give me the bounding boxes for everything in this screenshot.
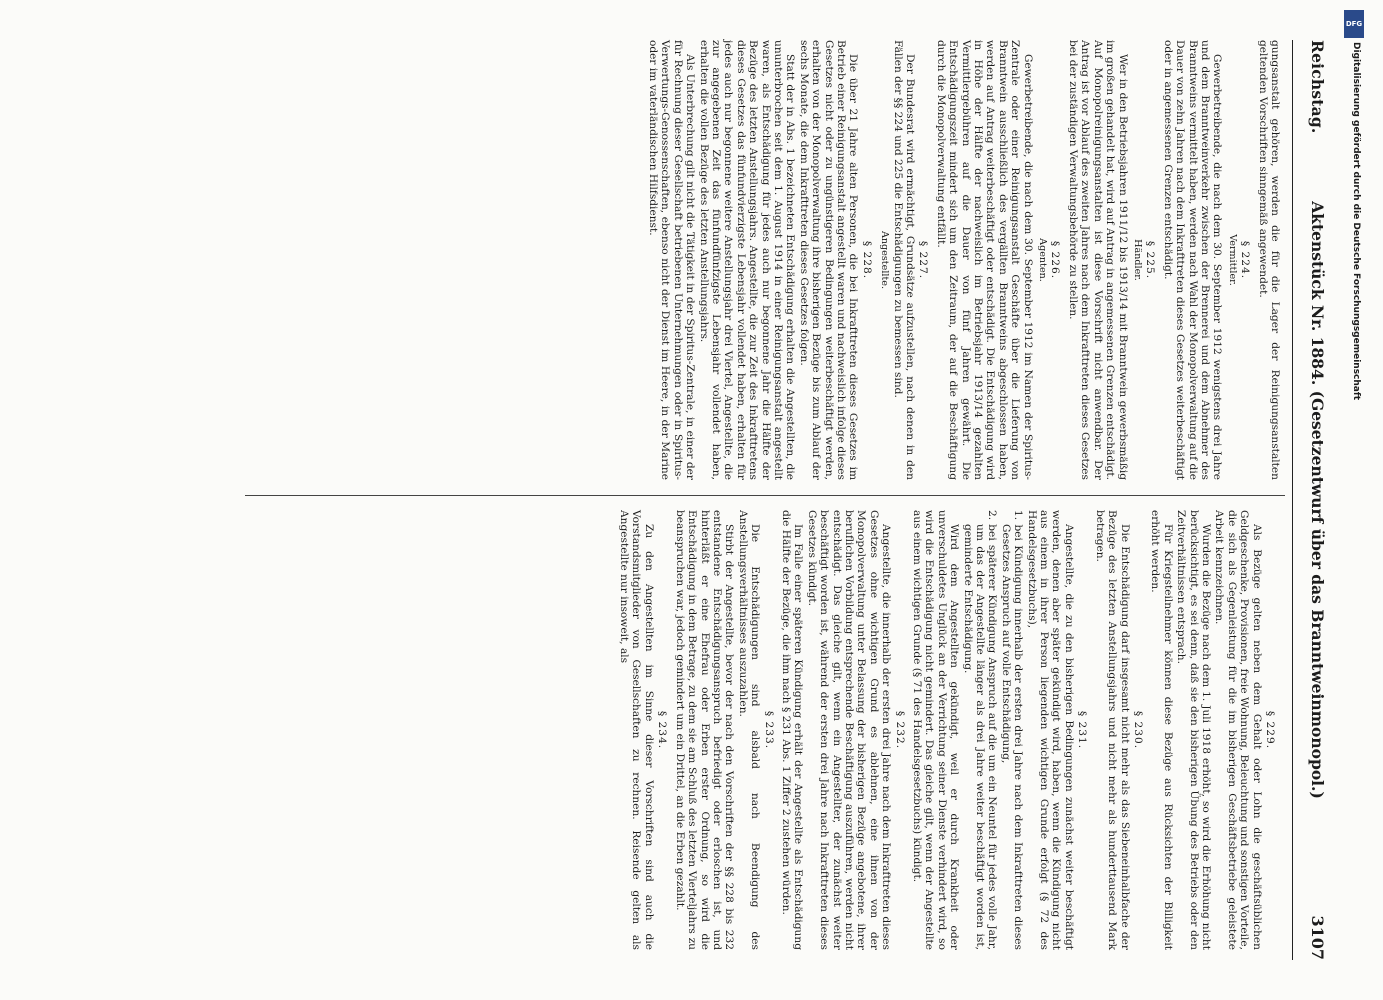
paragraph: Angestellte, die innerhalb der ersten drei Jahre nach dem Inkrafttreten dieses Gesetzes ohne wichtigen Grund es ablehnen, eine ihnen von der Monopolverwaltung unter Belassung der bisherigen Bezüge angebotene, ihrer beruflichen Vorbildung entsprechende Beschäftigung auszuführen, werden nicht entschädigt. Das gleiche gilt, wenn ein Angestellter, der zunächst weiter beschäftigt worden ist, während der ersten drei Jahre nach Inkrafttreten dieses Gesetzes kündigt. [805, 510, 893, 950]
paragraph: Die über 21 Jahre alten Personen, die bei Inkrafttreten dieses Gesetzes im Betrieb einer Reinigungsanstalt angestellt waren und nachweislich infolge dieses Gesetzes nicht oder zu ungünstigeren Bedingungen weiterbeschäftigt werden, erhalten von der Monopolverwaltung ihre bisherigen Bezüge bis zum Ablauf der sechs Monate, die dem Inkrafttreten dieses Gesetzes folgen. [797, 40, 860, 480]
list-item: 1. bei Kündigung innerhalb der ersten drei Jahre nach dem Inkrafttreten dieses Gesetzes Anspruch auf volle Entschädigung, [999, 510, 1025, 950]
paragraph: Die Entschädigung darf insgesamt nicht mehr als das Siebeneinhalbfache der Bezüge des letzten Anstellungsjahrs und nicht mehr als hunderttausend Mark betragen. [1093, 510, 1131, 950]
paragraph: Wer in den Betriebsjahren 1911/12 bis 1913/14 mit Branntwein gewerbsmäßig im großen gehandelt hat, wird auf Antrag in angemessenen Grenzen entschädigt. Auf Monopolreinigungsanstalten ist diese Vorschrift nicht anwendbar. Der Antrag ist vor Ablauf des zweiten Jahres nach dem Inkrafttreten dieses Gesetzes bei der zuständigen Verwaltungsbehörde zu stellen. [1066, 40, 1129, 480]
list-item: 2. bei späterer Kündigung Anspruch auf die um ein Neuntel für jedes volle Jahr, um das der Angestellte länger als drei Jahre weiter beschäftigt worden ist, geminderte Entschädigung. [961, 510, 999, 950]
column-divider [245, 495, 1285, 496]
paragraph: Die Entschädigungen sind alsbald nach Beendigung des Anstellungsverhältnisses auszuzahlen. [736, 510, 762, 950]
section-heading: § 227. [917, 240, 930, 280]
paragraph: Im Falle einer späteren Kündigung erhält der Angestellte als Entschädigung die Hälfte der Bezüge, die ihm nach § 231 Abs. 1 Ziffer 2 zustehen würden. [779, 510, 805, 950]
section-heading: § 234. [656, 710, 669, 750]
paragraph: gungsanstalt gehören, werden die für die Lager der Reinigungsanstalten geltenden Vorschriften sinngemäß angewendet. [1256, 40, 1281, 480]
digitization-note: Digitalisierung gefördert durch die Deutsche Forschungsgemeinschaft [1351, 42, 1361, 401]
section-heading: § 224. [1239, 240, 1252, 280]
section-heading: § 233. [762, 710, 775, 750]
header-title: Aktenstück Nr. 1884. (Gesetzentwurf über das Branntweinmonopol.) [1308, 201, 1327, 799]
dfg-logo: DFG [1344, 10, 1364, 38]
paragraph: Wird dem Angestellten gekündigt, weil er durch Krankheit oder unverschuldetes Unglück an der Verrichtung seiner Dienste verhindert wird, so wird die Entschädigung nicht gemindert. Das gleiche gilt, wenn der Angestellte aus einem wichtigen Grunde (§ 71 des Handelsgesetzbuchs) kündigt. [911, 510, 961, 950]
section-subtitle: Angestellte. [879, 230, 891, 290]
section-heading: § 232. [893, 710, 906, 750]
digitization-sidebar [1338, 6, 1372, 826]
paragraph: Als Unterbrechung gilt nicht die Tätigkeit in der Spiritus-Zentrale, in einer der für Rechnung dieser Gesellschaft betriebenen Unternehmungen oder in Spiritus-Verwertungs-Genossenschaften, ebenso nicht der Dienst im Heere, in der Marine oder im vaterländischen Hilfsdienst. [646, 40, 697, 480]
paragraph: Als Bezüge gelten neben dem Gehalt oder Lohn die geschäftsüblichen Geldgeschenke, Provisionen, freie Wohnung, Beleuchtung und sonstigen Vorteile, die sich als Gegenleistung für die im bisherigen Geschäftsbetriebe geleistete Arbeit kennzeichnen. [1213, 510, 1263, 950]
section-subtitle: Vermittler. [1226, 234, 1238, 286]
paragraph: Der Bundesrat wird ermächtigt, Grundsätze aufzustellen, nach denen in den Fällen der §§ 224 und 225 die Entschädigungen zu bemessen sind. [891, 40, 917, 480]
paragraph: Angestellte, die zu den bisherigen Bedingungen zunächst weiter beschäftigt werden, denen aber später gekündigt wird, haben, wenn die Kündigung nicht aus einem in ihrer Person liegenden wichtigen Grunde erfolgt (§ 72 des Handelsgesetzbuchs), [1025, 510, 1075, 950]
page-number: 3107 [1308, 915, 1327, 960]
section-heading: § 228. [860, 240, 873, 280]
section-subtitle: Händler. [1131, 239, 1143, 281]
paragraph: Gewerbetreibende, die nach dem 30. September 1912 wenigstens drei Jahre und dem Branntweinverkehr zwischen der Brennerei und dem Abnehmer des Branntweins vermittelt haben, werden nach Wahl der Monopolverwaltung auf die Dauer von zehn Jahren nach dem Inkrafttreten dieses Gesetzes weiterbeschäftigt oder in angemessenen Grenzen entschädigt. [1161, 40, 1224, 480]
section-heading: § 225. [1144, 240, 1157, 280]
rotated-document [75, 40, 1345, 960]
section-heading: § 229. [1264, 710, 1276, 750]
header-left: Reichstag. [1308, 40, 1327, 134]
paragraph: Stirbt der Angestellte, bevor der nach den Vorschriften der §§ 228 bis 232 entstandene Entschädigungsanspruch befriedigt oder erloschen ist, und hinterläßt er eine Ehefrau oder Erben erster Ordnung, so wird die Entschädigung in dem Betrage, zu dem sie am Schluß des letzten Vierteljahrs zu beanspruchen war, jedoch gemindert um ein Drittel, an die Erben gezahlt. [673, 510, 736, 950]
paragraph: Wurden die Bezüge nach dem 1. Juli 1918 erhöht, so wird die Erhöhung nicht berücksichtigt, es sei denn, daß sie den bisherigen Übung des Betriebs oder den Zeitverhältnissen entsprach. [1175, 510, 1212, 950]
paragraph: Gewerbetreibende, die nach dem 30. September 1912 im Namen der Spiritus-Zentrale oder einer Reinigungsanstalt Geschäfte über die Lieferung von Branntwein ausschließlich des vergällten Branntweins abgeschlossen haben, werden auf Antrag weiterbeschäftigt oder entschädigt. Die Entschädigung wird in Höhe der Hälfte der nachweislich im Betriebsjahr 1913/14 gezahlten Vermittlergebühren auf die Dauer von fünf Jahren gewährt. Die Entschädigungszeit mindert sich um den Zeitraum, der auf die Beschäftigung durch die Monopolverwaltung entfällt. [934, 40, 1034, 480]
page-header [1292, 40, 1337, 960]
paragraph: Für Kriegsteilnehmer können diese Bezüge aus Rücksichten der Billigkeit erhöht werden. [1149, 510, 1174, 950]
left-column [646, 40, 1282, 480]
right-column [617, 510, 1281, 950]
section-subtitle: Agenten. [1037, 238, 1049, 282]
paragraph: Zu den Angestellten im Sinne dieser Vorschriften sind auch die Vorstandsmitglieder von Gesellschaften zu rechnen. Reisende gelten als Angestellte nur insoweit, als [618, 510, 655, 950]
paragraph: Statt der in Abs. 1 bezeichneten Entschädigung erhalten die Angestellten, die ununterbrochen seit dem 1. August 1914 in einer Reinigungsanstalt angestellt waren, als Entschädigung für jedes auch nur begonnene Jahr die Hälfte der Bezüge des letzten Anstellungsjahrs. Angestellte, die zur Zeit des Inkrafttretens dieses Gesetzes das fünfundvierzigste Lebensjahr vollendet haben, erhalten für jedes auch nur begonnene weitere Anstellungsjahr drei Viertel, Angestellte, die zur angegebenen Zeit das fünfundfünfzigste Lebensjahr vollendet haben, erhalten die vollen Bezüge des letzten Anstellungsjahrs. [697, 40, 797, 480]
section-heading: § 231. [1076, 710, 1089, 750]
section-heading: § 226. [1049, 240, 1062, 280]
section-heading: § 230. [1131, 710, 1144, 750]
